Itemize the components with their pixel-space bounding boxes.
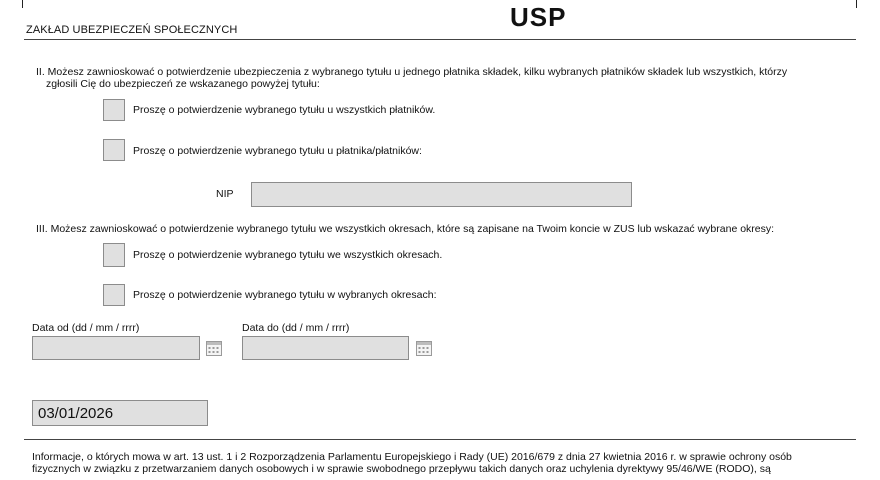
checkbox-selected-payers[interactable] xyxy=(103,139,125,161)
option-selected-periods-label: Proszę o potwierdzenie wybranego tytułu w wybranych okresach: xyxy=(133,289,437,301)
option-all-periods-label: Proszę o potwierdzenie wybranego tytułu we wszystkich okresach. xyxy=(133,249,443,261)
form-code: USP xyxy=(510,2,567,32)
calendar-icon[interactable] xyxy=(416,340,432,356)
option-selected-payers-label: Proszę o potwierdzenie wybranego tytułu u płatnika/płatników: xyxy=(133,145,422,157)
checkbox-all-payers[interactable] xyxy=(103,99,125,121)
header-divider xyxy=(24,39,856,40)
calendar-icon[interactable] xyxy=(206,340,222,356)
checkbox-all-periods[interactable] xyxy=(103,243,125,267)
organization-name: ZAKŁAD UBEZPIECZEŃ SPOŁECZNYCH xyxy=(26,24,238,36)
section3-text: III. Możesz zawnioskować o potwierdzenie wybranego tytułu we wszystkich okresach, które są zapisane na Twoim koncie w ZUS lub wskazać wybrane okresy: xyxy=(36,223,775,235)
nip-input[interactable] xyxy=(251,182,632,207)
section2-text-line2: zgłosili Cię do ubezpieczeń ze wskazanego powyżej tytułu: xyxy=(46,78,320,90)
option-all-payers-label: Proszę o potwierdzenie wybranego tytułu u wszystkich płatników. xyxy=(133,104,436,116)
date-to-label: Data do (dd / mm / rrrr) xyxy=(242,322,350,334)
filled-date-field[interactable]: 03/01/2026 xyxy=(32,400,208,426)
nip-label: NIP xyxy=(216,188,234,200)
page-border-left xyxy=(22,0,23,8)
checkbox-selected-periods[interactable] xyxy=(103,284,125,306)
footer-info-line2: fizycznych w związku z przetwarzaniem danych osobowych i w sprawie swobodnego przepływu takich danych oraz uchylenia dyrektywy 95/46/WE (RODO), są xyxy=(32,463,771,475)
date-to-input[interactable] xyxy=(242,336,409,360)
footer-divider xyxy=(24,439,856,440)
section2-text-line1: II. Możesz zawnioskować o potwierdzenie ubezpieczenia z wybranego tytułu u jednego płatnika składek, kilku wybranych płatników składek lub wszystkich, którzy xyxy=(36,66,788,78)
date-from-input[interactable] xyxy=(32,336,200,360)
date-from-label: Data od (dd / mm / rrrr) xyxy=(32,322,140,334)
page-border-right xyxy=(856,0,857,8)
footer-info-line1: Informacje, o których mowa w art. 13 ust. 1 i 2 Rozporządzenia Parlamentu Europejskiego i Rady (UE) 2016/679 z dnia 27 kwietnia 2016 r. w sprawie ochrony osób xyxy=(32,451,792,463)
